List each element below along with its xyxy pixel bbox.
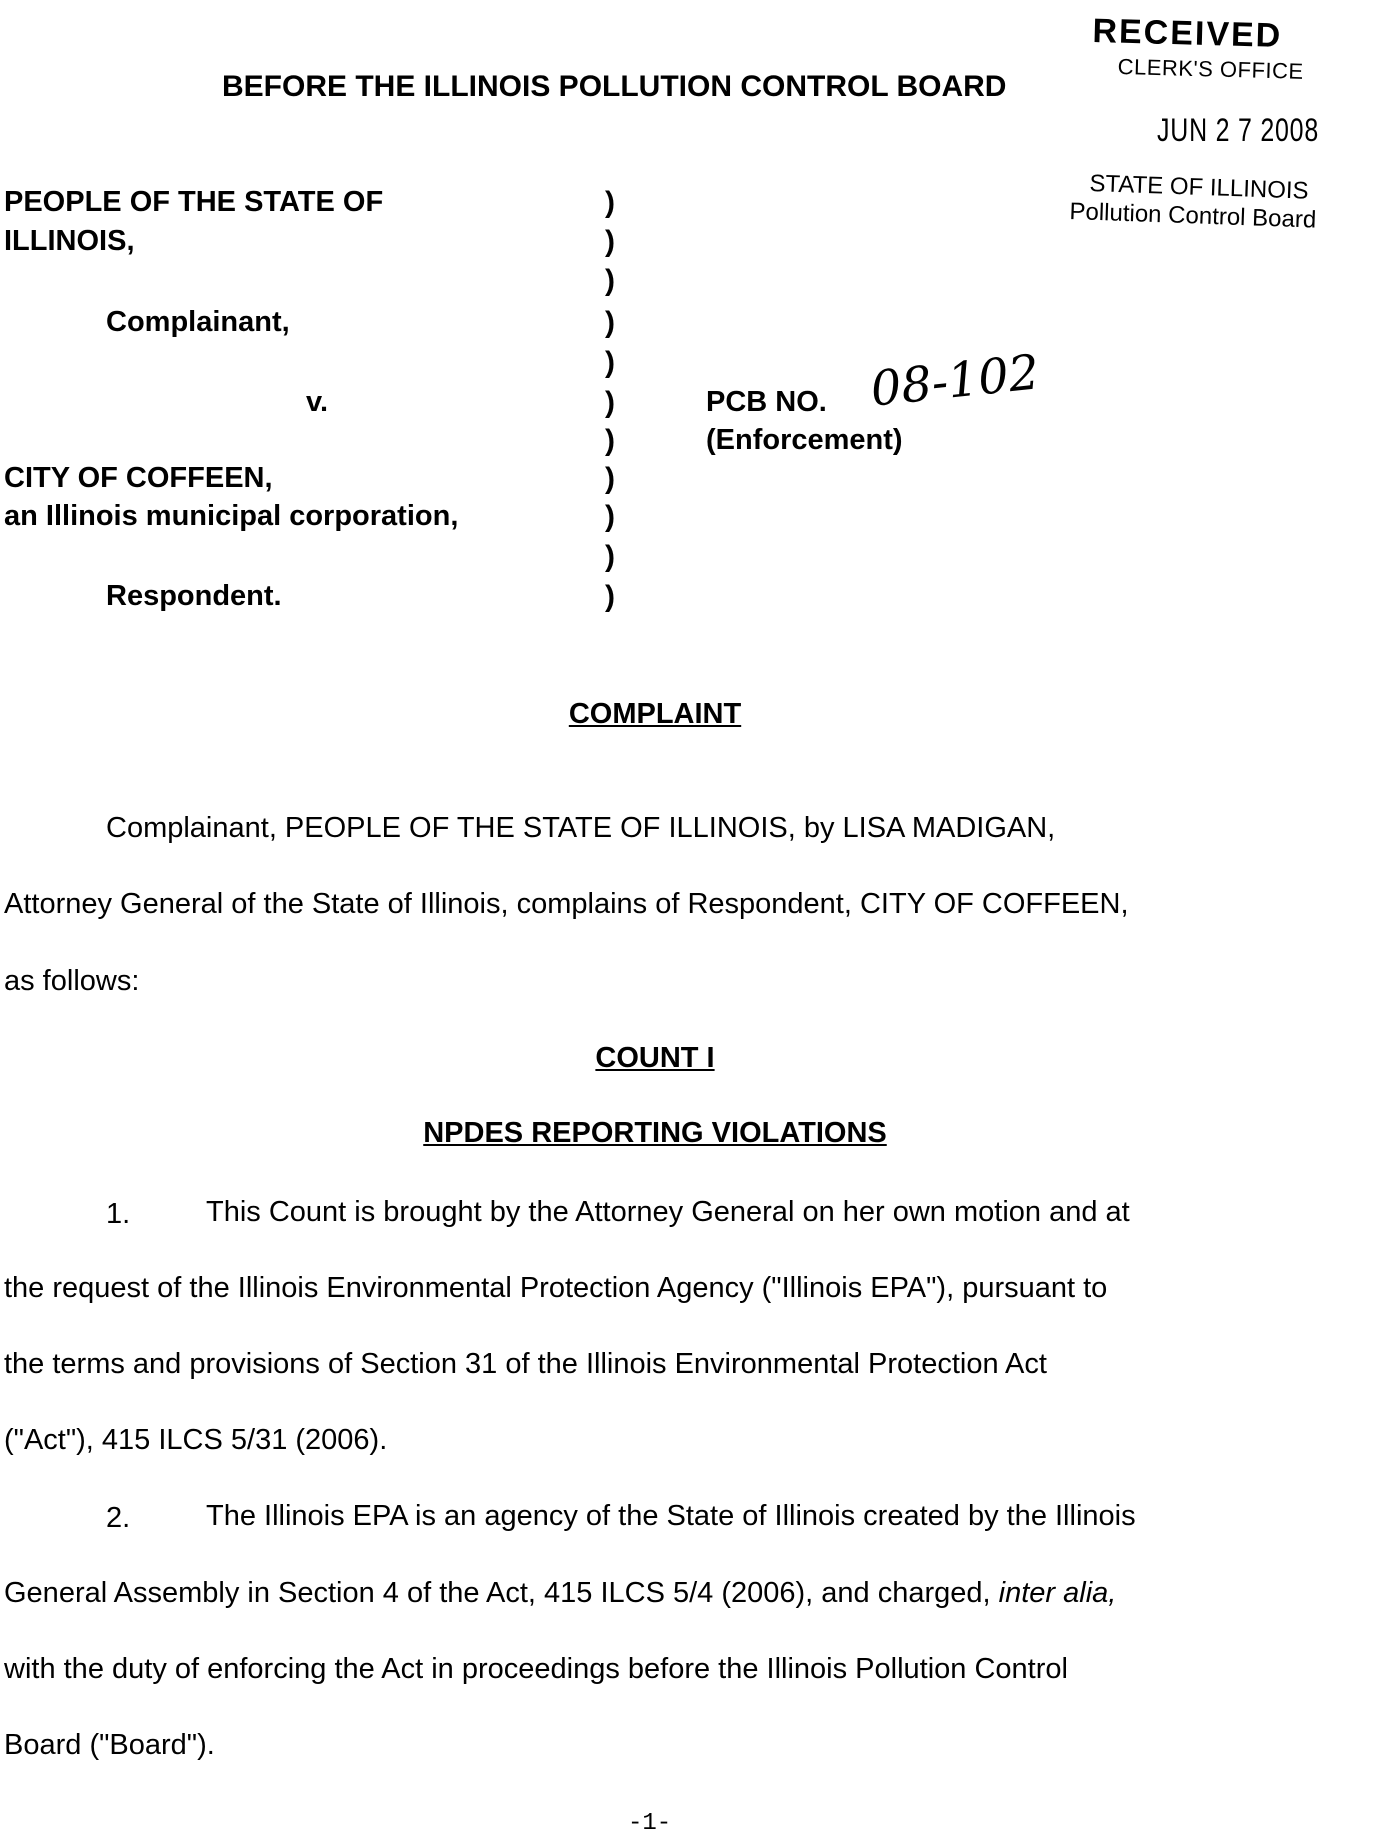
paragraph-line: the request of the Illinois Environmental Protection Agency ("Illinois EPA"), pursuant to [4,1272,1108,1304]
caption-paren: ) [605,424,615,457]
pcb-number-handwritten: 08-102 [868,344,1042,418]
document-header: BEFORE THE ILLINOIS POLLUTION CONTROL BOARD [222,70,1007,103]
respondent-label: Respondent. [106,580,282,612]
count-subtitle: NPDES REPORTING VIOLATIONS [423,1117,887,1149]
caption-paren: ) [605,500,615,533]
intro-line: Complainant, PEOPLE OF THE STATE OF ILLINOIS, by LISA MADIGAN, [106,812,1056,844]
caption-paren: ) [605,186,615,219]
paragraph-line: with the duty of enforcing the Act in proceedings before the Illinois Pollution Control [4,1653,1068,1685]
intro-line: Attorney General of the State of Illinois, complains of Respondent, CITY OF COFFEEN, [4,888,1129,920]
party1-line2: ILLINOIS, [4,225,135,257]
caption-paren: ) [605,306,615,339]
stamp-state: STATE OF ILLINOIS [1089,170,1310,205]
caption-paren: ) [605,580,615,613]
caption-paren: ) [605,386,615,419]
caption-paren: ) [605,540,615,573]
stamp-received: RECEIVED [1092,12,1283,55]
paragraph-line [4,1577,1116,1610]
paragraph-line: the terms and provisions of Section 31 of the Illinois Environmental Protection Act [4,1348,1047,1380]
caption-paren: ) [605,225,615,258]
versus-label: v. [306,386,329,418]
stamp-board: Pollution Control Board [1069,198,1317,234]
paragraph-number: 1. [106,1198,131,1230]
intro-line: as follows: [4,965,140,997]
caption-paren: ) [605,264,615,297]
paragraph-text: General Assembly in Section 4 of the Act, 415 ILCS 5/4 (2006), and charged, [4,1577,999,1609]
page-number: -1- [628,1810,672,1837]
paragraph-line: ("Act"), 415 ILCS 5/31 (2006). [4,1424,388,1456]
stamp-date: JUN 2 7 2008 [1157,112,1319,148]
paragraph-line: Board ("Board"). [4,1729,215,1761]
party2-line2: an Illinois municipal corporation, [4,500,459,532]
paragraph-line: This Count is brought by the Attorney General on her own motion and at [206,1196,1130,1228]
complainant-label: Complainant, [106,306,290,338]
paragraph-italic-text: inter alia, [998,1577,1117,1609]
party1-line1: PEOPLE OF THE STATE OF [4,186,384,218]
caption-paren: ) [605,462,615,495]
count-title: COUNT I [595,1042,715,1074]
stamp-clerks-office: CLERK'S OFFICE [1117,54,1304,84]
party2-line1: CITY OF COFFEEN, [4,462,273,494]
paragraph-line: The Illinois EPA is an agency of the State of Illinois created by the Illinois [206,1500,1136,1532]
caption-paren: ) [605,346,615,379]
enforcement-label: (Enforcement) [706,424,903,456]
pcb-label: PCB NO. [706,386,827,418]
complaint-title: COMPLAINT [568,698,742,730]
paragraph-number: 2. [106,1502,131,1534]
